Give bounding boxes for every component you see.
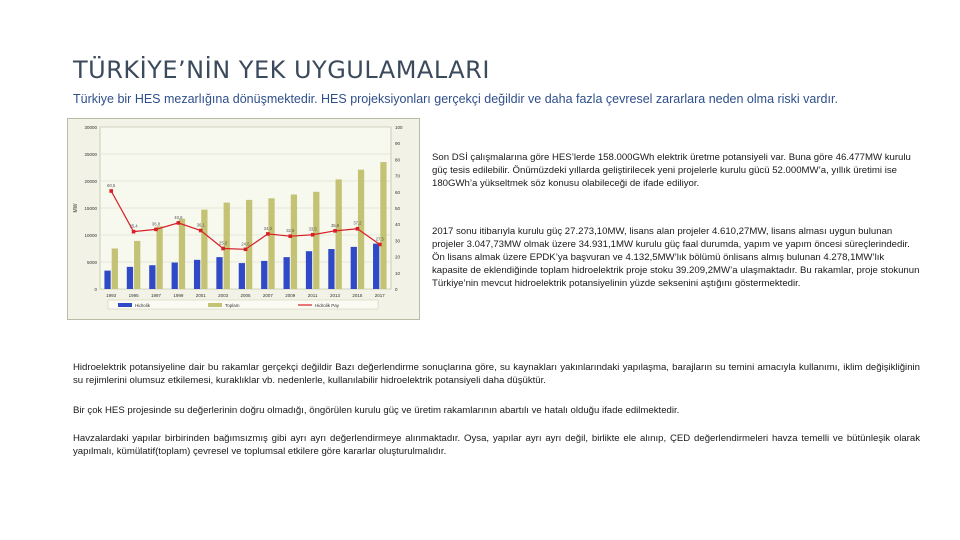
x-tick-label: 2013: [330, 293, 341, 298]
bar-hidrolik: [194, 260, 200, 289]
data-label-hidrolik-pay: 35,9: [330, 222, 340, 228]
y-left-axis-label: MW: [73, 203, 79, 213]
bar-hidrolik: [172, 263, 178, 289]
data-label-hidrolik-pay: 60,5: [107, 182, 116, 188]
y-right-tick-label: 0: [395, 287, 398, 292]
x-tick-label: 2009: [285, 293, 296, 298]
right-paragraph-installed-capacity: 2017 sonu itibarıyla kurulu güç 27.273,10MW, lisans alan projeler 4.610,27MW, lisans alması uygun bulunan projeler 3.047,73MW olmak üzere 34.931,1MW kurulu güç faal durumda, yapım ve yapım öncesi süreçlerindedir. Ön lisans almak üzere EPDK’ya başvuran ve 4.132,5MW’lık bölümü önlisans almış bulunan 4.278,1MW’lık kapasite de eklendiğinde toplam hidroelektrik proje stoku 39.209,2MW’a ulaşmaktadır. Bu rakamlar, proje stokunun Türkiye’nin mevcut hidroelektrik potansiyelinin yüzde seksenini aştığını göstermektedir.: [432, 226, 920, 289]
paragraph-exaggerated-values: Bir çok HES projesinde su değerlerinin doğru olmadığı, öngörülen kurulu güç ve üretim rakamlarının abartılı ve hatalı olduğu ifade edilmektedir.: [73, 405, 680, 416]
legend-hidrolik-label: Hidrolik: [135, 302, 151, 308]
y-right-tick-label: 10: [395, 270, 401, 276]
data-label-hidrolik-pay: 35,4: [129, 223, 138, 229]
data-label-hidrolik-pay: 40,8: [174, 214, 183, 220]
point-hidrolik-pay: [199, 229, 203, 233]
y-left-tick-label: 20000: [84, 179, 97, 184]
point-hidrolik-pay: [333, 229, 337, 233]
legend-hidrolik-swatch: [118, 303, 132, 307]
hydro-capacity-chart: [67, 118, 420, 320]
point-hidrolik-pay: [311, 233, 315, 237]
legend-toplam-label: Toplam: [225, 302, 240, 308]
bar-toplam: [201, 210, 207, 289]
x-tick-label: 1999: [173, 293, 184, 298]
y-right-tick-label: 60: [395, 189, 401, 195]
y-left-tick-label: 25000: [84, 152, 97, 157]
bar-toplam: [336, 179, 342, 289]
x-tick-label: 2007: [262, 293, 273, 298]
y-left-tick-label: 15000: [84, 206, 97, 211]
bar-hidrolik: [261, 261, 267, 289]
bar-toplam: [112, 249, 118, 290]
point-hidrolik-pay: [109, 189, 113, 193]
data-label-hidrolik-pay: 24,5: [241, 241, 250, 247]
x-tick-label: 2005: [240, 293, 251, 298]
bar-hidrolik: [306, 251, 312, 289]
y-right-tick-label: 100: [395, 125, 403, 130]
chart-svg: [68, 119, 419, 319]
y-left-tick-label: 30000: [84, 125, 97, 130]
point-hidrolik-pay: [356, 227, 360, 231]
point-hidrolik-pay: [378, 243, 382, 247]
x-tick-label: 2011: [307, 293, 318, 298]
bar-toplam: [313, 192, 319, 289]
paragraph-potential-unrealistic: Hidroelektrik potansiyeline dair bu rakamlar gerçekçi değildir Bazı değerlendirme sonuçlarına göre, su kaynakları yakınlarındaki yapılaşma, barajların su temini amacıyla kullanımı, iklim değişikliğinin su rejimlerini olumsuz etkilemesi, kuraklıklar vb. nedenlerle, kullanılabilir hidroelektrik potansiyeli daha düşüktür.: [73, 362, 920, 386]
bar-hidrolik: [149, 265, 155, 289]
x-tick-label: 2003: [218, 293, 229, 298]
data-label-hidrolik-pay: 32,6: [286, 228, 295, 234]
y-left-tick-label: 5000: [86, 260, 97, 265]
y-right-tick-label: 20: [395, 254, 401, 260]
bar-toplam: [134, 241, 140, 289]
bar-toplam: [380, 162, 386, 289]
point-hidrolik-pay: [132, 230, 136, 234]
bar-toplam: [291, 195, 297, 290]
data-label-hidrolik-pay: 25,0: [219, 240, 228, 246]
paragraph-cumulative-assessment: Havzalardaki yapılar birbirinden bağımsızmış gibi ayrı ayrı değerlendirmeye alınmaktadır. Oysa, yapılar ayrı ayrı değil, birlikte ele alınıp, ÇED değerlendirmeleri havza temelli ve bütünleşik olarak yapılmalı, kümülatif(toplam) çevresel ve toplumsal etkilere göre kararlar oluşturulmalıdır.: [73, 433, 920, 457]
bar-hidrolik: [239, 263, 245, 289]
y-right-tick-label: 30: [395, 238, 401, 244]
legend-hidrolik-pay-label: Hidrolik Pay: [315, 302, 340, 308]
bar-toplam: [179, 219, 185, 289]
bar-toplam: [268, 198, 274, 289]
data-label-hidrolik-pay: 36,1: [196, 222, 205, 228]
data-label-hidrolik-pay: 27,5: [375, 236, 384, 242]
bar-hidrolik: [373, 244, 379, 289]
x-tick-label: 2017: [374, 293, 385, 298]
data-label-hidrolik-pay: 37,2: [353, 220, 362, 226]
point-hidrolik-pay: [154, 228, 158, 232]
x-tick-label: 1997: [150, 293, 161, 298]
bar-toplam: [156, 226, 162, 289]
y-left-tick-label: 10000: [84, 233, 97, 238]
y-right-tick-label: 50: [395, 206, 401, 211]
x-tick-label: 2001: [195, 293, 206, 298]
slide-title: TÜRKİYE’NİN YEK UYGULAMALARI: [73, 56, 490, 84]
legend-toplam-swatch: [208, 303, 222, 307]
point-hidrolik-pay: [177, 221, 181, 225]
bar-hidrolik: [104, 271, 110, 289]
y-right-tick-label: 70: [395, 173, 401, 179]
bar-hidrolik: [284, 257, 290, 289]
y-left-tick-label: 0: [94, 287, 97, 292]
x-tick-label: 1995: [128, 293, 139, 298]
x-tick-label: 2015: [352, 293, 363, 298]
bar-hidrolik: [328, 249, 334, 289]
y-right-tick-label: 90: [395, 141, 401, 147]
data-label-hidrolik-pay: 33,5: [308, 226, 317, 232]
bar-hidrolik: [127, 267, 133, 289]
data-label-hidrolik-pay: 36,8: [151, 221, 161, 227]
slide-subtitle: Türkiye bir HES mezarlığına dönüşmektedir. HES projeksiyonları gerçekçi değildir ve daha fazla çevresel zararlara neden olma riski vardır.: [73, 92, 838, 106]
x-tick-label: 1993: [106, 293, 117, 298]
bar-hidrolik: [351, 247, 357, 289]
point-hidrolik-pay: [221, 247, 225, 251]
point-hidrolik-pay: [288, 234, 292, 238]
right-paragraph-potential: Son DSİ çalışmalarına göre HES’lerde 158.000GWh elektrik üretme potansiyeli var. Buna göre 46.477MW kurulu güç tesis edilebilir. Önümüzdeki yıllarda geliştirilecek yeni projelerle kurulu gücü 52.000MW’a, yıllık üretimi ise 180GWh’a yükseltmek söz konusu olabileceği de ifade ediliyor.: [432, 152, 911, 189]
data-label-hidrolik-pay: 34,0: [263, 225, 272, 231]
point-hidrolik-pay: [244, 248, 248, 252]
bar-toplam: [224, 203, 230, 289]
bar-hidrolik: [216, 257, 222, 289]
point-hidrolik-pay: [266, 232, 270, 236]
y-right-tick-label: 80: [395, 157, 401, 163]
y-right-tick-label: 40: [395, 222, 401, 228]
